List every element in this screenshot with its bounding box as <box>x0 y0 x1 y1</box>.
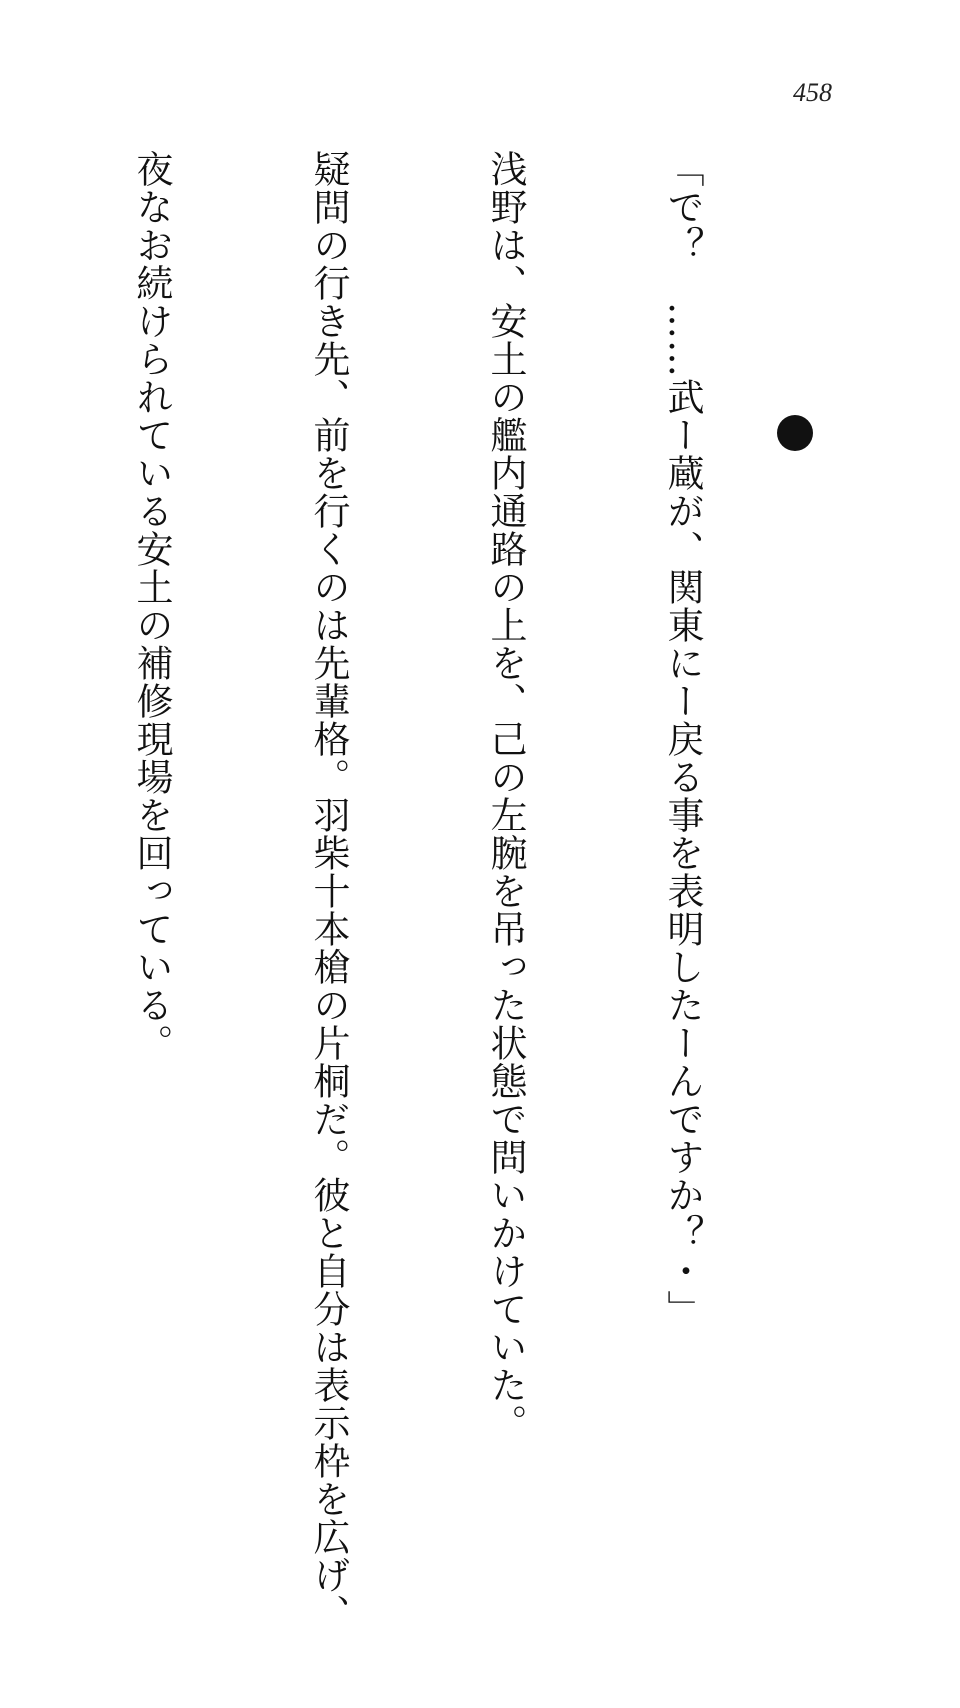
body-text <box>130 150 830 1632</box>
page-number: 458 <box>793 78 832 107</box>
text-line <box>0 150 4 1280</box>
text-line: 夜なお続けられている安土の補修現場を回っている。 <box>130 150 173 1062</box>
text-line: 浅野は、安土の艦内通路の上を、己の左腕を吊った状態で問いかけていた。 <box>484 150 527 1442</box>
text-line: 疑問の行き先、前を行くのは先輩格。羽柴十本槍の片桐だ。彼と自分は表示枠を広げ、 <box>307 150 350 1632</box>
text-line: 「で？ ……武ー蔵が、関東にー戻る事を表明したーんですか？・」 <box>661 150 704 1328</box>
